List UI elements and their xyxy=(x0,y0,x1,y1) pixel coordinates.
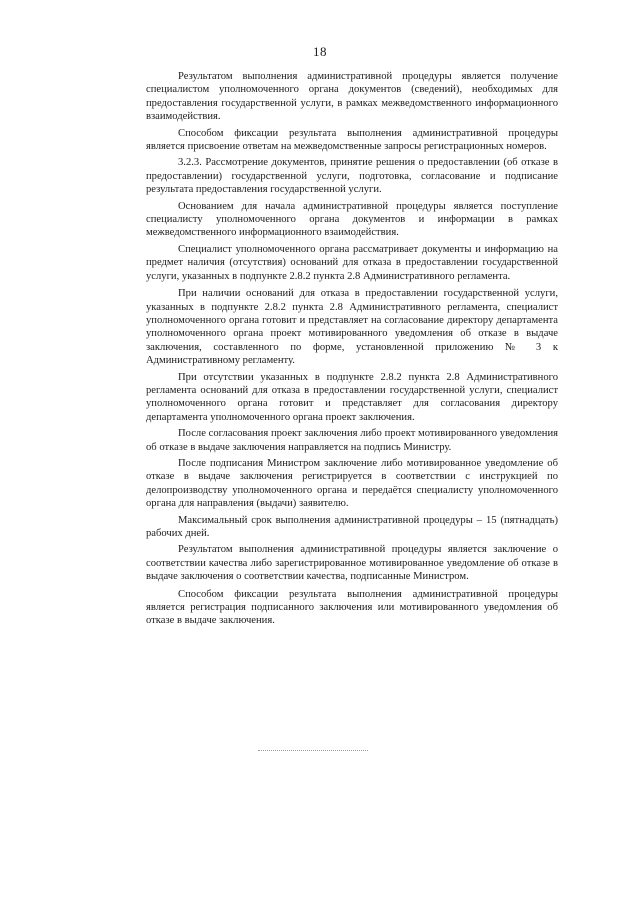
paragraph-max-term: Максимальный срок выполнения административной процедуры – 15 (пятнадцать) рабочих дней. xyxy=(146,514,558,539)
paragraph-fixation-1: Способом фиксации результата выполнения административной процедуры является присвоение ответам на межведомственные запросы регистрационных номеров. xyxy=(146,127,558,153)
paragraph-basis: Основанием для начала административной процедуры является поступление специалисту уполномоченного органа документов и информации в рамках межведомственного информационного взаимодействия. xyxy=(146,200,558,239)
paragraph-specialist-review: Специалист уполномоченного органа рассматривает документы и информацию на предмет наличия (отсутствия) оснований для отказа в предоставлении государственной услуги, указанных в подпункте 2.8.2 пункта 2.8 Административного регламента. xyxy=(146,243,558,282)
paragraph-result-1: Результатом выполнения административной процедуры является получение специалистом уполномоченного органа документов (сведений), необходимых для предоставления государственной услуги, в рамках межведомственного информационного взаимодействия. xyxy=(146,71,558,123)
paragraph-result-2: Результатом выполнения административной процедуры является заключение о соответствии качества либо зарегистрированное мотивированное уведомление об отказе в выдаче заключения о соответствии качества, подписанные Министром. xyxy=(146,544,558,583)
document-body xyxy=(146,70,558,631)
page-number: 18 xyxy=(313,44,327,59)
paragraph-fixation-2: Способом фиксации результата выполнения административной процедуры является регистрация подписанного заключения или мотивированного уведомления об отказе в выдаче заключения. xyxy=(146,588,558,627)
paragraph-refusal-grounds: При наличии оснований для отказа в предоставлении государственной услуги, указанных в подпункте 2.8.2 пункта 2.8 Административного регламента, специалист уполномоченного органа готовит и представляет на согласование директору департамента уполномоченного органа проект мотивированного уведомления об отказе в выдаче заключения, составленного по форме, установленной приложению № 3 к Административному регламенту. xyxy=(146,288,558,367)
paragraph-signing: После подписания Министром заключение либо мотивированное уведомление об отказе в выдаче заключения регистрируется в соответствии с инструкцией по делопроизводству уполномоченного органа и передаётся специалисту уполномоченного органа для направления (выдачи) заявителю. xyxy=(146,457,558,510)
paragraph-no-refusal-grounds: При отсутствии указанных в подпункте 2.8.2 пункта 2.8 Административного регламента оснований для отказа в предоставлении государственной услуги, специалист уполномоченного органа готовит и представляет для согласования директору департамента уполномоченного органа проект заключения. xyxy=(146,371,558,423)
paragraph-approval: После согласования проект заключения либо проект мотивированного уведомления об отказе в выдаче заключения направляется на подпись Министру. xyxy=(146,428,558,453)
paragraph-section-3-2-3: 3.2.3. Рассмотрение документов, принятие решения о предоставлении (об отказе в предоставлении) государственной услуги, подготовка, согласование и подписание результата предоставления государственной услуги. xyxy=(146,157,558,196)
dotted-mark xyxy=(258,750,368,751)
